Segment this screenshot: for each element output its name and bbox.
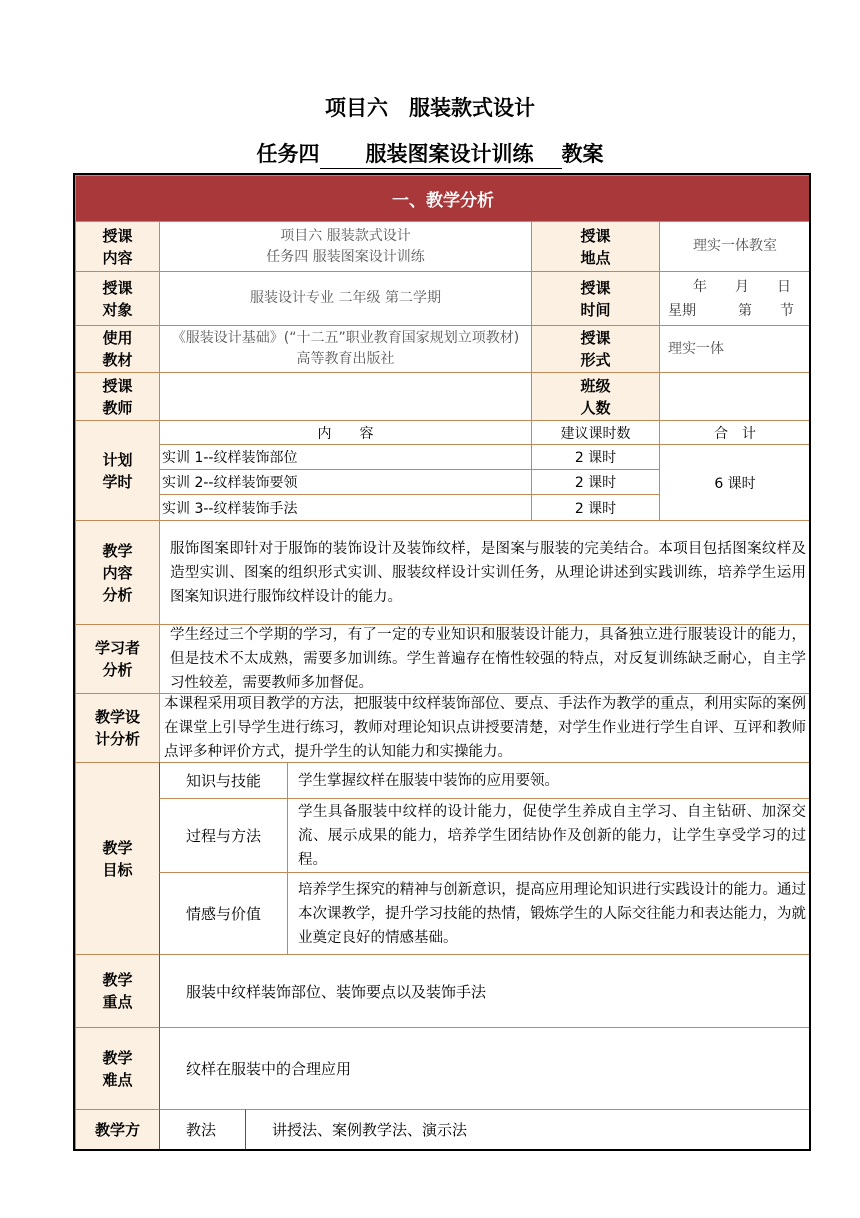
plan-item-hours: 2 课时 <box>531 494 659 520</box>
label-material: 使用 教材 <box>75 325 159 372</box>
label-methods: 教学方 <box>75 1109 159 1149</box>
task-name: 服装图案设计训练 <box>320 138 562 169</box>
design-text: 本课程采用项目教学的方法，把服装中纹样装饰部位、要点、手法作为教学的重点，利用实际的案例在课堂上引导学生进行练习，教师对理论知识点讲授要清楚，对学生作业进行学生自评、互评和教师点评多种评价方式，提升学生的认知能力和实操能力。 <box>159 693 810 762</box>
goal-text: 培养学生探究的精神与创新意识，提高应用理论知识进行实践设计的能力。通过本次课教学，提升学习技能的热情，锻炼学生的人际交往能力和表达能力，为就业奠定良好的情感基础。 <box>287 872 810 954</box>
plan-item-name: 实训 3--纹样装饰手法 <box>159 494 531 520</box>
label-content-analysis: 教学 内容 分析 <box>75 520 159 624</box>
plan-total: 6 课时 <box>659 444 810 520</box>
label-teacher: 授课 教师 <box>75 372 159 420</box>
label-form: 授课 形式 <box>531 325 659 372</box>
task-prefix: 任务四 <box>256 142 320 166</box>
label-class-size: 班级 人数 <box>531 372 659 420</box>
value-target: 服装设计专业 二年级 第二学期 <box>159 271 531 325</box>
label-design: 教学设 计分析 <box>75 693 159 762</box>
value-content: 项目六 服装款式设计 任务四 服装图案设计训练 <box>159 221 531 271</box>
value-form: 理实一体 <box>659 325 810 372</box>
label-difficulties: 教学 难点 <box>75 1027 159 1109</box>
goal-name: 情感与价值 <box>159 872 287 954</box>
value-location: 理实一体教室 <box>659 221 810 271</box>
plan-item-name: 实训 1--纹样装饰部位 <box>159 444 531 469</box>
label-key-points: 教学 重点 <box>75 954 159 1027</box>
content-analysis-text: 服饰图案即针对于服饰的装饰设计及装饰纹样，是图案与服装的完美结合。本项目包括图案纹样及造型实训、图案的组织形式实训、服装纹样设计实训任务，从理论讲述到实践训练，培养学生运用图案知识进行服饰纹样设计的能力。 <box>159 520 810 624</box>
methods-text: 讲授法、案例教学法、演示法 <box>245 1109 810 1149</box>
col-hours: 建议课时数 <box>531 420 659 444</box>
page-subtitle <box>0 138 860 169</box>
value-time <box>659 271 810 325</box>
key-points-text: 服装中纹样装饰部位、装饰要点以及装饰手法 <box>159 954 810 1027</box>
col-content: 内 容 <box>159 420 531 444</box>
label-time: 授课 时间 <box>531 271 659 325</box>
time-date: 年 月 日 <box>693 279 791 295</box>
title-suffix: 教案 <box>561 142 604 166</box>
plan-item-hours: 2 课时 <box>531 469 659 494</box>
label-location: 授课 地点 <box>531 221 659 271</box>
col-total: 合 计 <box>659 420 810 444</box>
value-class-size <box>659 372 810 420</box>
label-plan-hours: 计划 学时 <box>75 420 159 520</box>
time-week: 星期 第 节 <box>668 303 794 319</box>
goal-name: 过程与方法 <box>159 798 287 872</box>
value-material: 《服装设计基础》(“十二五”职业教育国家规划立项教材)高等教育出版社 <box>159 325 531 372</box>
goal-text: 学生具备服装中纹样的设计能力，促使学生养成自主学习、自主钻研、加深交流、展示成果的能力，培养学生团结协作及创新的能力，让学生享受学习的过程。 <box>287 798 810 872</box>
plan-item-name: 实训 2--纹样装饰要领 <box>159 469 531 494</box>
value-teacher <box>159 372 531 420</box>
plan-item-hours: 2 课时 <box>531 444 659 469</box>
section-header: 一、教学分析 <box>75 175 810 221</box>
goal-text: 学生掌握纹样在服装中装饰的应用要领。 <box>287 762 810 798</box>
difficulties-text: 纹样在服装中的合理应用 <box>159 1027 810 1109</box>
label-target: 授课 对象 <box>75 271 159 325</box>
goal-name: 知识与技能 <box>159 762 287 798</box>
methods-sub-label: 教法 <box>159 1109 245 1149</box>
learner-text: 学生经过三个学期的学习，有了一定的专业知识和服装设计能力，具备独立进行服装设计的能力，但是技术不太成熟，需要多加训练。学生普遍存在惰性较强的特点，对反复训练缺乏耐心，自主学习性较差，需要教师多加督促。 <box>159 624 810 693</box>
page-title: 项目六 服装款式设计 <box>325 96 535 120</box>
label-content: 授课 内容 <box>75 221 159 271</box>
label-goals: 教学 目标 <box>75 762 159 954</box>
label-learner: 学习者 分析 <box>75 624 159 693</box>
